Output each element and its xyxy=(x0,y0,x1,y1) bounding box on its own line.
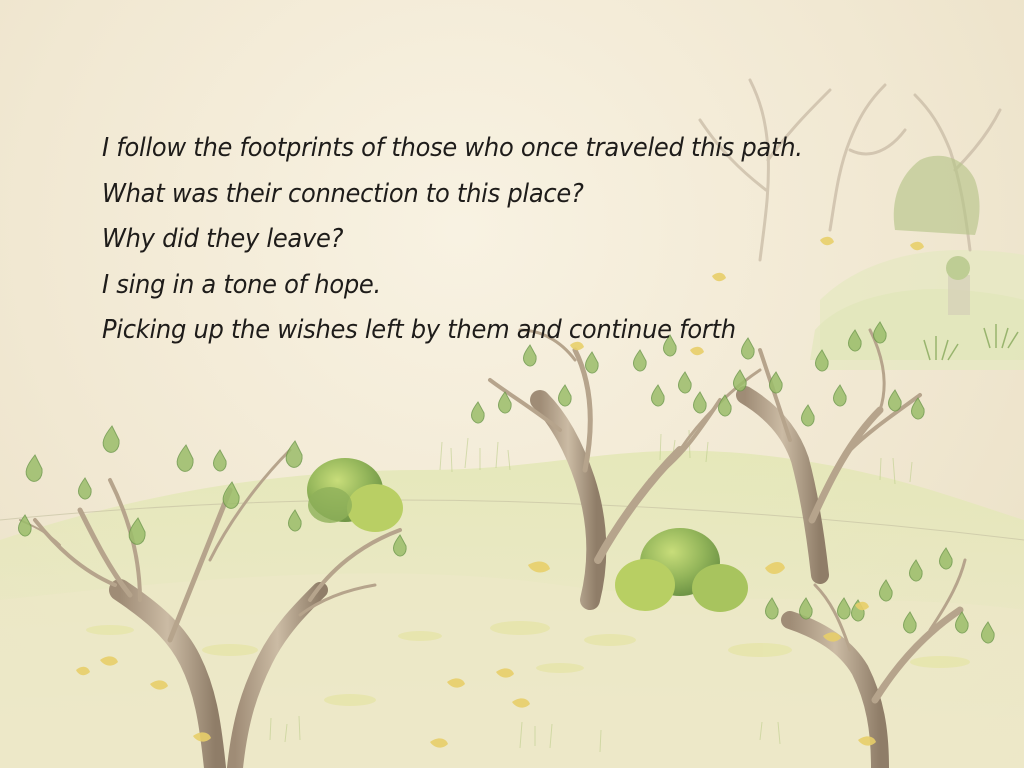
story-line-4: I sing in a tone of hope. xyxy=(102,269,381,300)
story-text xyxy=(102,126,846,354)
story-line-5: Picking up the wishes left by them and continue forth xyxy=(102,315,736,345)
story-line-1: I follow the footprints of those who once traveled this path. xyxy=(102,133,803,163)
bush-left xyxy=(307,458,403,532)
story-line-3: Why did they leave? xyxy=(102,224,344,254)
story-line-2: What was their connection to this place? xyxy=(102,178,584,209)
